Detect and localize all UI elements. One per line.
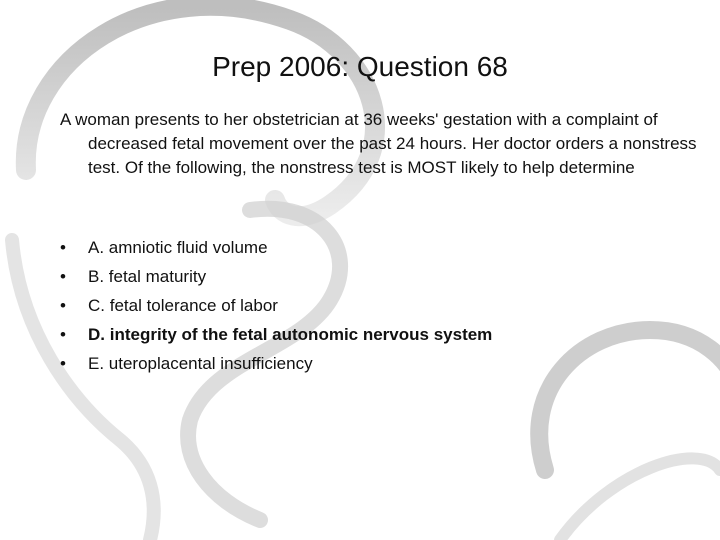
answer-option-text: E. uteroplacental insufficiency bbox=[88, 354, 313, 373]
slide-title: Prep 2006: Question 68 bbox=[212, 51, 508, 82]
answer-option-d bbox=[60, 320, 492, 349]
bullet-icon: • bbox=[60, 267, 66, 286]
swirl-arc-lower-right bbox=[539, 330, 720, 470]
bullet-icon: • bbox=[60, 296, 66, 315]
answer-option-text: D. integrity of the fetal autonomic nervous system bbox=[88, 325, 493, 344]
answer-option-b bbox=[60, 262, 492, 291]
swirl-arc-bottom bbox=[560, 458, 720, 540]
answer-options-list bbox=[60, 233, 492, 378]
answer-option-e bbox=[60, 349, 492, 378]
answer-option-text: A. amniotic fluid volume bbox=[88, 238, 268, 257]
answer-option-a bbox=[60, 233, 492, 262]
question-stem: A woman presents to her obstetrician at 36 weeks' gestation with a complaint of decreased fetal movement over the past 24 hours. Her doctor orders a nonstress test. Of the following, the nonstress test is MOST likely to help determine bbox=[60, 110, 697, 177]
bullet-icon: • bbox=[60, 325, 66, 344]
answer-option-text: B. fetal maturity bbox=[88, 267, 207, 286]
bullet-icon: • bbox=[60, 238, 66, 257]
answer-option-c bbox=[60, 291, 492, 320]
answer-option-text: C. fetal tolerance of labor bbox=[88, 296, 278, 315]
bullet-icon: • bbox=[60, 354, 66, 373]
